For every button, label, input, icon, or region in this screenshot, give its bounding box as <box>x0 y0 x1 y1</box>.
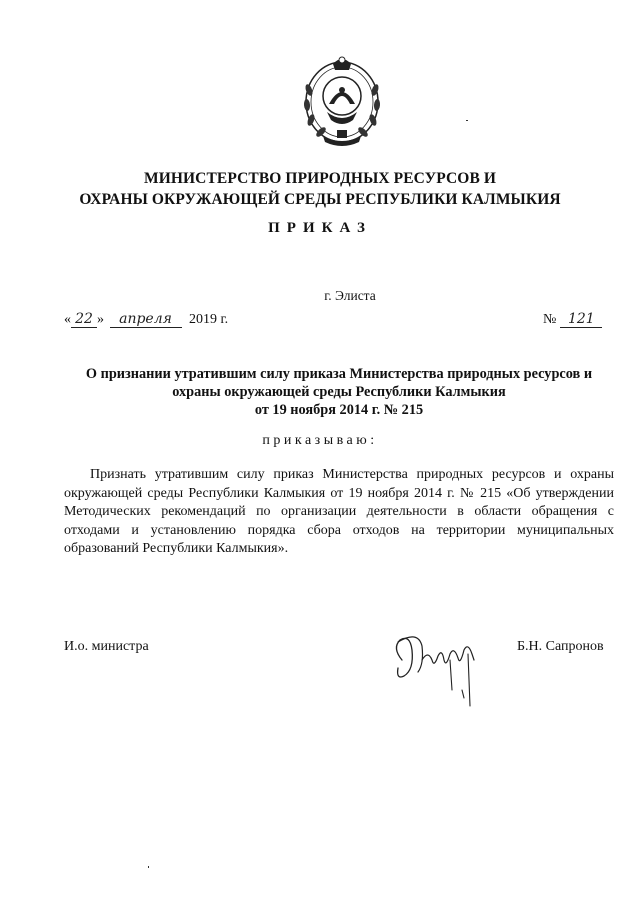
signer-name: Б.Н. Сапронов <box>517 639 604 654</box>
date-year-suffix: г. <box>220 312 229 327</box>
body-paragraph: Признать утратившим силу приказ Министерства природных ресурсов и охраны окружающей среды Республики Калмыкия от 19 ноября 2014 г. № 215 «Об утверждении Методических рекомендаций по организации деятельности в области обращения с отходами и установлению порядка сбора отходов на территории муниципальных образований Республики Калмыкия». <box>64 467 614 556</box>
ministry-name-line2: ОХРАНЫ ОКРУЖАЮЩЕЙ СРЕДЫ РЕСПУБЛИКИ КАЛМЫКИЯ <box>79 191 561 208</box>
number-value: 121 <box>560 312 602 328</box>
ministry-name <box>60 168 580 210</box>
subject-line1: О признании утратившим силу приказа Министерства природных ресурсов и <box>85 366 593 382</box>
date-year: 2019 <box>189 312 217 327</box>
order-subject <box>62 365 616 419</box>
order-number <box>543 312 602 328</box>
subject-line3: от 19 ноября 2014 г. № 215 <box>254 402 424 418</box>
handwritten-signature-icon <box>388 620 488 715</box>
order-word: приказываю: <box>262 433 378 448</box>
number-label: № <box>543 312 557 327</box>
scan-speck <box>148 866 149 868</box>
subject-line2: охраны окружающей среды Республики Калмыкия <box>172 384 506 400</box>
date-close-quote: » <box>97 312 104 327</box>
signer-position: И.о. министра <box>64 639 149 654</box>
date-open-quote: « <box>64 312 71 327</box>
ministry-name-line1: МИНИСТЕРСТВО ПРИРОДНЫХ РЕСУРСОВ И <box>143 170 497 187</box>
document-type-title: ПРИКАЗ <box>268 220 372 236</box>
order-date <box>64 312 228 328</box>
city: г. Элиста <box>324 288 376 303</box>
date-month: апреля <box>110 312 182 328</box>
kalmykia-coat-of-arms-icon <box>297 50 387 150</box>
date-day: 22 <box>71 312 97 328</box>
scan-speck <box>466 120 468 121</box>
